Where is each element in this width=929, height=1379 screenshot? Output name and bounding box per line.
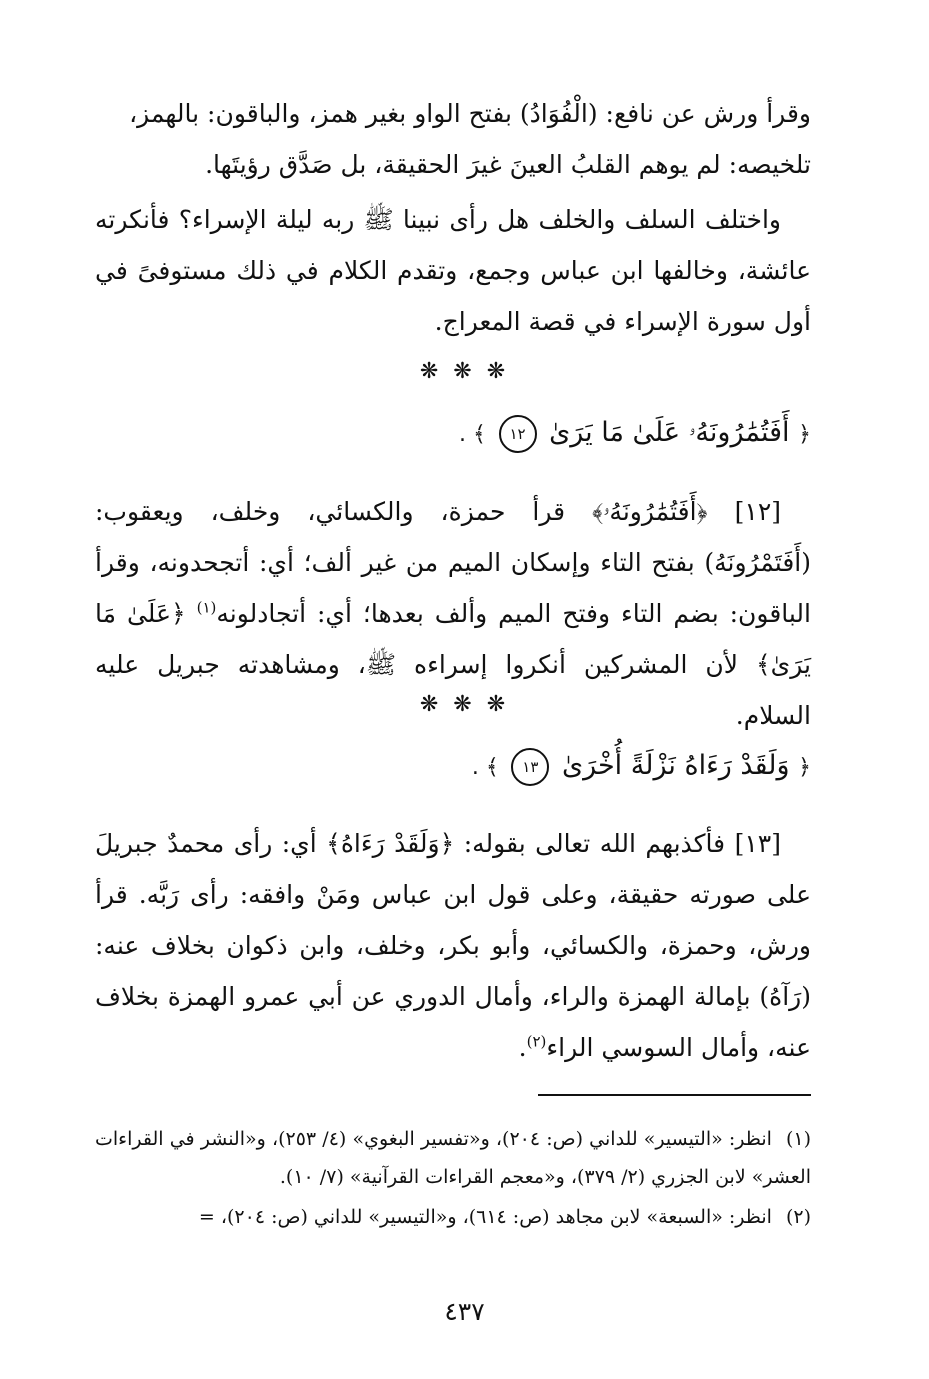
footnote-number: (١) <box>785 1128 811 1150</box>
paragraph-1-line-1: وقرأ ورش عن نافع: (الْفُوَادُ) بفتح الواو بغير همز، والباقون: بالهمز، <box>129 99 811 128</box>
paragraph-4-text <box>95 818 811 1073</box>
ayah-number-marker: ١٢ <box>499 415 537 453</box>
section-separator: ❋ ❋ ❋ <box>419 692 510 717</box>
footnote-text: انظر: «السبعة» لابن مجاهد (ص: ٦١٤)، و«التيسير» للداني (ص: ٢٠٤)، = <box>198 1206 772 1228</box>
footnote-2 <box>95 1198 811 1236</box>
verse-open-bracket: ﴿ <box>798 422 811 447</box>
footnote-1 <box>95 1120 811 1196</box>
footnote-text: انظر: «التيسير» للداني (ص: ٢٠٤)، و«تفسير البغوي» (٤/ ٢٥٣)، و«النشر في القراءات العشر» لابن الجزري (٢/ ٣٧٩)، و«معجم القراءات القرآنية» (٧/ ١٠). <box>95 1128 811 1188</box>
verse-close-bracket: ﴾ . <box>459 422 486 447</box>
commentary-text: أي: رأى محمدٌ جبريلَ على صورته حقيقة، وعلى قول ابن عباس ومَنْ وافقه: رأى رَبَّه. قرأ ورش، وحمزة، والكسائي، وأبو بكر، وخلف، وابن ذكوان بخلاف عنه: (رَآهُ) بإمالة الهمزة والراء، وأمال الدوري عن أبي عمرو الهمزة بخلاف عنه، وأمال السوسي الراء <box>95 829 811 1062</box>
verse-reference: [١٣] <box>734 829 781 858</box>
footnote-ref-1[interactable]: (١) <box>196 598 217 617</box>
page-number: ٤٣٧ <box>444 1297 485 1326</box>
verse-text: وَلَقَدْ رَءَاهُ نَزْلَةً أُخْرَىٰ <box>561 750 790 781</box>
footnote-number: (٢) <box>785 1206 811 1228</box>
quran-word: ﴿وَلَقَدْ رَءَاهُ﴾ <box>326 829 455 858</box>
quran-word: ﴿أَفَتُمَٰرُونَهُۥ﴾ <box>592 497 708 526</box>
paragraph-1-line-2: تلخيصه: لم يوهم القلبُ العينَ غيرَ الحقيقة، بل صَدَّق رؤيتَها. <box>205 150 811 179</box>
verse-12 <box>95 411 811 457</box>
paragraph-1 <box>95 88 811 190</box>
verse-13 <box>95 744 811 790</box>
paragraph-2 <box>95 194 811 347</box>
paragraph-4 <box>95 818 811 1073</box>
section-separator: ❋ ❋ ❋ <box>419 359 510 384</box>
commentary-text: لأن المشركين أنكروا إسراءه ﷺ، ومشاهدته جبريل عليه السلام. <box>95 650 811 730</box>
verse-text: أَفَتُمَٰرُونَهُۥ عَلَىٰ مَا يَرَىٰ <box>549 417 790 448</box>
commentary-text: قرأ حمزة، والكسائي، وخلف، ويعقوب: (أَفَتَمْرُونَهُ) بفتح التاء وإسكان الميم من غير ألف؛ أي: أتجحدونه، وقرأ الباقون: بضم التاء وفتح الميم وألف بعدها؛ أي: أتجادلونه <box>95 497 811 628</box>
sentence-end: . <box>518 1033 527 1062</box>
footnote-divider <box>538 1094 811 1096</box>
paragraph-2-text: واختلف السلف والخلف هل رأى نبينا ﷺ ربه ليلة الإسراء؟ فأنكرته عائشة، وخالفها ابن عباس وجمع، وتقدم الكلام في ذلك مستوفىً في أول سورة الإسراء في قصة المعراج. <box>95 205 811 336</box>
commentary-text: فأكذبهم الله تعالى بقوله: <box>463 829 726 858</box>
verse-open-bracket: ﴿ <box>798 755 811 780</box>
footnote-ref-2[interactable]: (٢) <box>526 1032 547 1051</box>
verse-close-bracket: ﴾ . <box>471 755 499 780</box>
verse-reference: [١٢] <box>734 497 782 526</box>
ayah-number-marker: ١٣ <box>511 748 549 786</box>
quran-word: ﴿عَلَىٰ مَا يَرَىٰ﴾ <box>95 599 811 679</box>
